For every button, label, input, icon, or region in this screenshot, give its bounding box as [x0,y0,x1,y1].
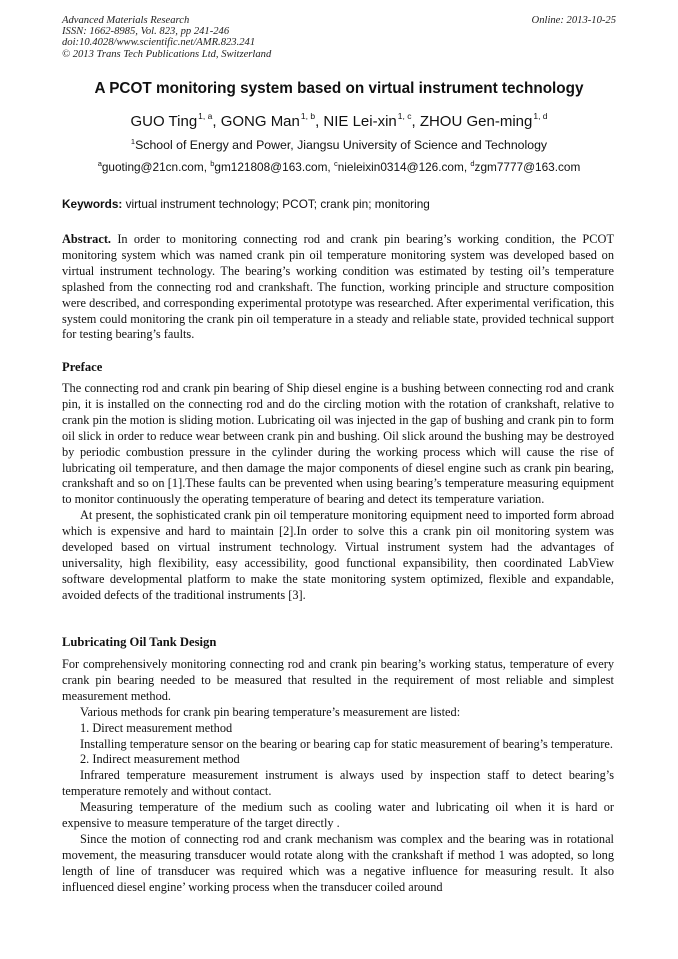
journal-issn: ISSN: 1662-8985, Vol. 823, pp 241-246 [62,26,230,38]
abstract-label: Abstract. [62,232,112,246]
abstract-text: In order to monitoring connecting rod and crank pin bearing’s working condition, the PCOT monitoring system which was named crank pin oil temperature monitoring system was developed based on virtual instrument technology. The bearing’s working condition was estimated by testing oil’s temperature splashed from the connecting rod and crankshaft. The function, working principle and structure composition were described, and corresponding experimental prototype was researched. After experimental verification, this system could monitoring the crank pin oil temperature in a steady and reliable state, provided technical support for testing bearing’s faults. [62,232,614,342]
email-link[interactable]: gm121808@163.com [214,160,328,174]
journal-header [62,15,271,60]
email-list: $^a$guoting@21cn.com, $^b$gm121808@163.com, $^c$nieleixin0314@126.com, $^d$zgm7777@163.com [97,159,581,174]
author-affil-mark: 1, b [300,111,316,121]
affiliation [0,138,678,152]
email-link[interactable]: zgm7777@163.com [474,160,581,174]
section-oil-tank [62,657,614,896]
author-affil-mark: 1, d [533,111,548,121]
author-name: GONG Man [220,113,300,130]
paragraph: For comprehensively monitoring connecting rod and crank pin bearing’s working status, temperature of every crank pin bearing needed to be measured that resulted in the requirement of most reliable and simplest measurement method. [62,657,614,703]
paragraph: Since the motion of connecting rod and crank mechanism was complex and the bearing was in rotational movement, the measuring transducer would rotate along with the crankshaft if method 1 was adopted, so long length of line of transducer was required which was a negative influence for measuring result. It also influenced diesel engine’ working process when the transducer coiled around [62,831,614,894]
paragraph: 2. Indirect measurement method [80,752,240,767]
email-mark: b [210,159,215,168]
journal-copyright: © 2013 Trans Tech Publications Ltd, Switzerland [62,48,272,60]
paper-title: A PCOT monitoring system based on virtual instrument technology [94,80,584,97]
paragraph: At present, the sophisticated crank pin oil temperature monitoring equipment need to imported form abroad which is expensive and hard to maintain [2].In order to solve this a crank pin oil monitoring system was developed based on virtual instrument technology. Virtual instrument system had the advantages of universality, high flexibility, easy accessibility, good functional expansibility, then coordinated LabView software developmental platform to make the state monitoring system optimized, flexible and expandable, avoided defects of the traditional instruments [3]. [62,508,614,602]
author-affil-mark: 1, a [198,111,213,121]
paragraph: Infrared temperature measurement instrument is always used by inspection staff to detect bearing’s temperature remotely and without contact. [62,768,614,799]
author-list: GUO Ting$^{1, a}$, GONG Man$^{1, b}$, NIE Lei-xin$^{1, c}$, ZHOU Gen-ming$^{1, d}$ [130,111,548,130]
keywords [62,197,430,211]
author-name: NIE Lei-xin [323,113,397,130]
paragraph: The connecting rod and crank pin bearing of Ship diesel engine is a bushing between connecting rod and crank pin, it is installed on the connecting rod and do the circling motion with the rotation of crankshaft, relative to crank pin the motion is sliding motion. Lubricating oil was injected in the gap of bushing and crank pin to form oil slick in order to reduce wear between crank pin and bushing. Oil slick around the bushing may be destroyed by periodic combustion pressure in the cylinder during the working process which will cause the rise of lubricating oil temperature, and then damage the major components of diesel engine such as crank pin bearing, crankshaft and so on [1].These faults can be prevented when using bearing’s temperature measuring equipment to monitor continuously the operating temperature of bearing and detect its temperature variation. [62,381,614,507]
author-affil-mark: 1, c [397,111,412,121]
section-heading-oil-tank: Lubricating Oil Tank Design [62,635,217,649]
paragraph: Measuring temperature of the medium such as cooling water and lubricating oil when it is hard or expensive to measure temperature of the target directly . [62,800,614,831]
email-link[interactable]: nieleixin0314@126.com [337,160,464,174]
journal-name: Advanced Materials Research [62,15,190,26]
abstract [62,232,614,343]
email-link[interactable]: guoting@21cn.com [101,160,204,174]
email-mark: a [97,159,102,168]
author-name: GUO Ting [130,113,198,130]
author-name: ZHOU Gen-ming [419,113,533,130]
paragraph: Various methods for crank pin bearing temperature’s measurement are listed: [80,704,461,719]
paragraph: Installing temperature sensor on the bearing or bearing cap for static measurement of bearing’s temperature. [80,736,613,751]
journal-doi[interactable]: doi:10.4028/www.scientific.net/AMR.823.241 [62,37,256,49]
affil-text: School of Energy and Power, Jiangsu University of Science and Technology [135,138,548,152]
section-preface [62,381,614,604]
email-mark: d [470,159,475,168]
section-heading-preface: Preface [62,360,103,374]
email-mark: c [333,159,338,168]
paragraph: 1. Direct measurement method [80,720,233,735]
online-date: Online: 2013-10-25 [531,15,616,26]
keywords-text: virtual instrument technology; PCOT; crank pin; monitoring [125,197,430,211]
affil-mark: 1 [130,137,136,146]
keywords-label: Keywords: [62,197,123,211]
